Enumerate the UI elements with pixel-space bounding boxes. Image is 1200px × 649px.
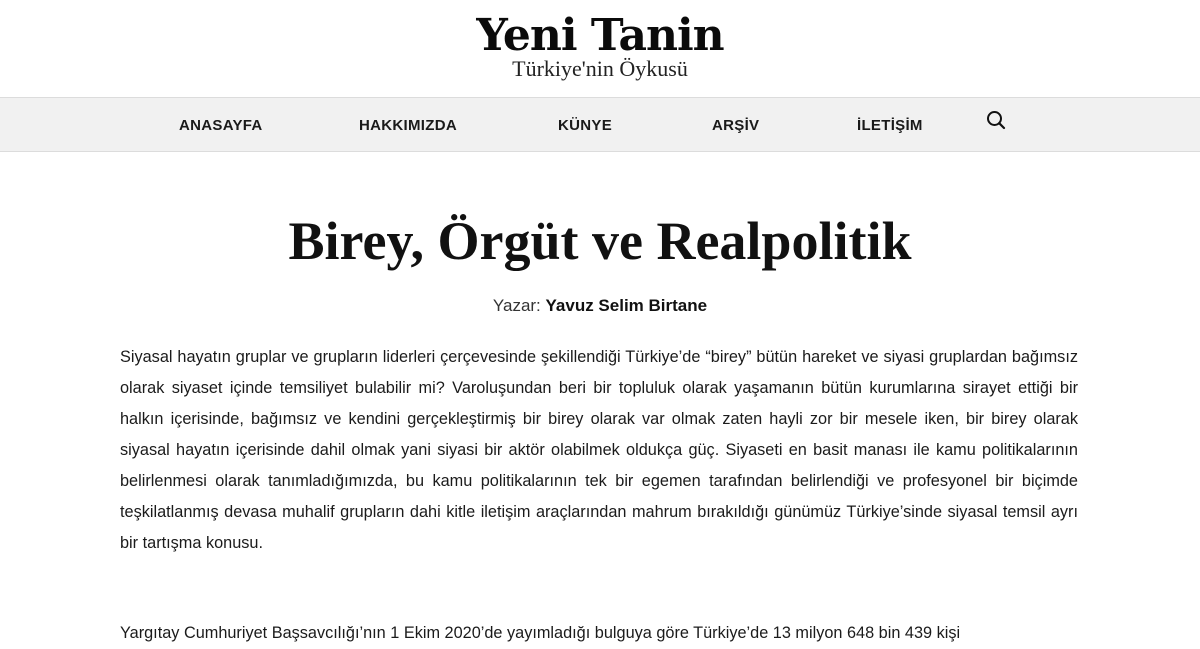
nav-item-kunye[interactable]: KÜNYE xyxy=(558,117,613,134)
nav-item-anasayfa[interactable]: ANASAYFA xyxy=(179,117,263,134)
site-logo[interactable]: Yeni Tanin xyxy=(476,10,724,61)
article-paragraph-partial: Yargıtay Cumhuriyet Başsavcılığı’nın 1 Ekim 2020’de yayımladığı bulguya göre Türkiye’de 13 milyon 648 bin 439 kişi xyxy=(120,624,961,642)
main-nav xyxy=(0,97,1200,152)
nav-item-iletisim[interactable]: İLETİŞİM xyxy=(857,117,923,134)
site-tagline: Türkiye'nin Öykusü xyxy=(512,56,688,81)
byline xyxy=(0,294,1200,318)
search-icon[interactable] xyxy=(985,109,1007,131)
nav-item-arsiv[interactable]: ARŞİV xyxy=(712,117,760,134)
masthead xyxy=(0,0,1200,97)
byline-label: Yazar: xyxy=(492,296,541,315)
article-paragraph: Siyasal hayatın gruplar ve grupların liderleri çerçevesinde şekillendiği Türkiye’de “birey” bütün hareket ve siyasi gruplardan bağımsız olarak siyaset içinde temsiliyet bulabilir mi? Varoluşundan beri bir topluluk olarak yaşamanın bütün kurumlarına sirayet ettiği bir halkın içerisinde, bağımsız ve kendini gerçekleştirmiş bir birey olarak var olmak zaten hayli zor bir mesele iken, bir birey olarak siyasal hayatın içerisinde dahil olmak yani siyasi bir aktör olabilmek oldukça güç. Siyaseti en basit manası ile kamu politikalarının belirlenmesi olarak tanımladığımızda, bu kamu politikalarının tek bir egemen tarafından belirlendiği ve profesyonel bir biçimde teşkilatlanmış devasa muhalif grupların dahi kitle iletişim araçlarından mahrum bırakıldığı günümüz Türkiye’sinde siyasal temsil ayrı bir tartışma konusu. xyxy=(120,348,1078,552)
article-title: Birey, Örgüt ve Realpolitik xyxy=(288,211,912,271)
nav-item-hakkimizda[interactable]: HAKKIMIZDA xyxy=(359,117,457,134)
author-link[interactable]: Yavuz Selim Birtane xyxy=(545,296,708,315)
